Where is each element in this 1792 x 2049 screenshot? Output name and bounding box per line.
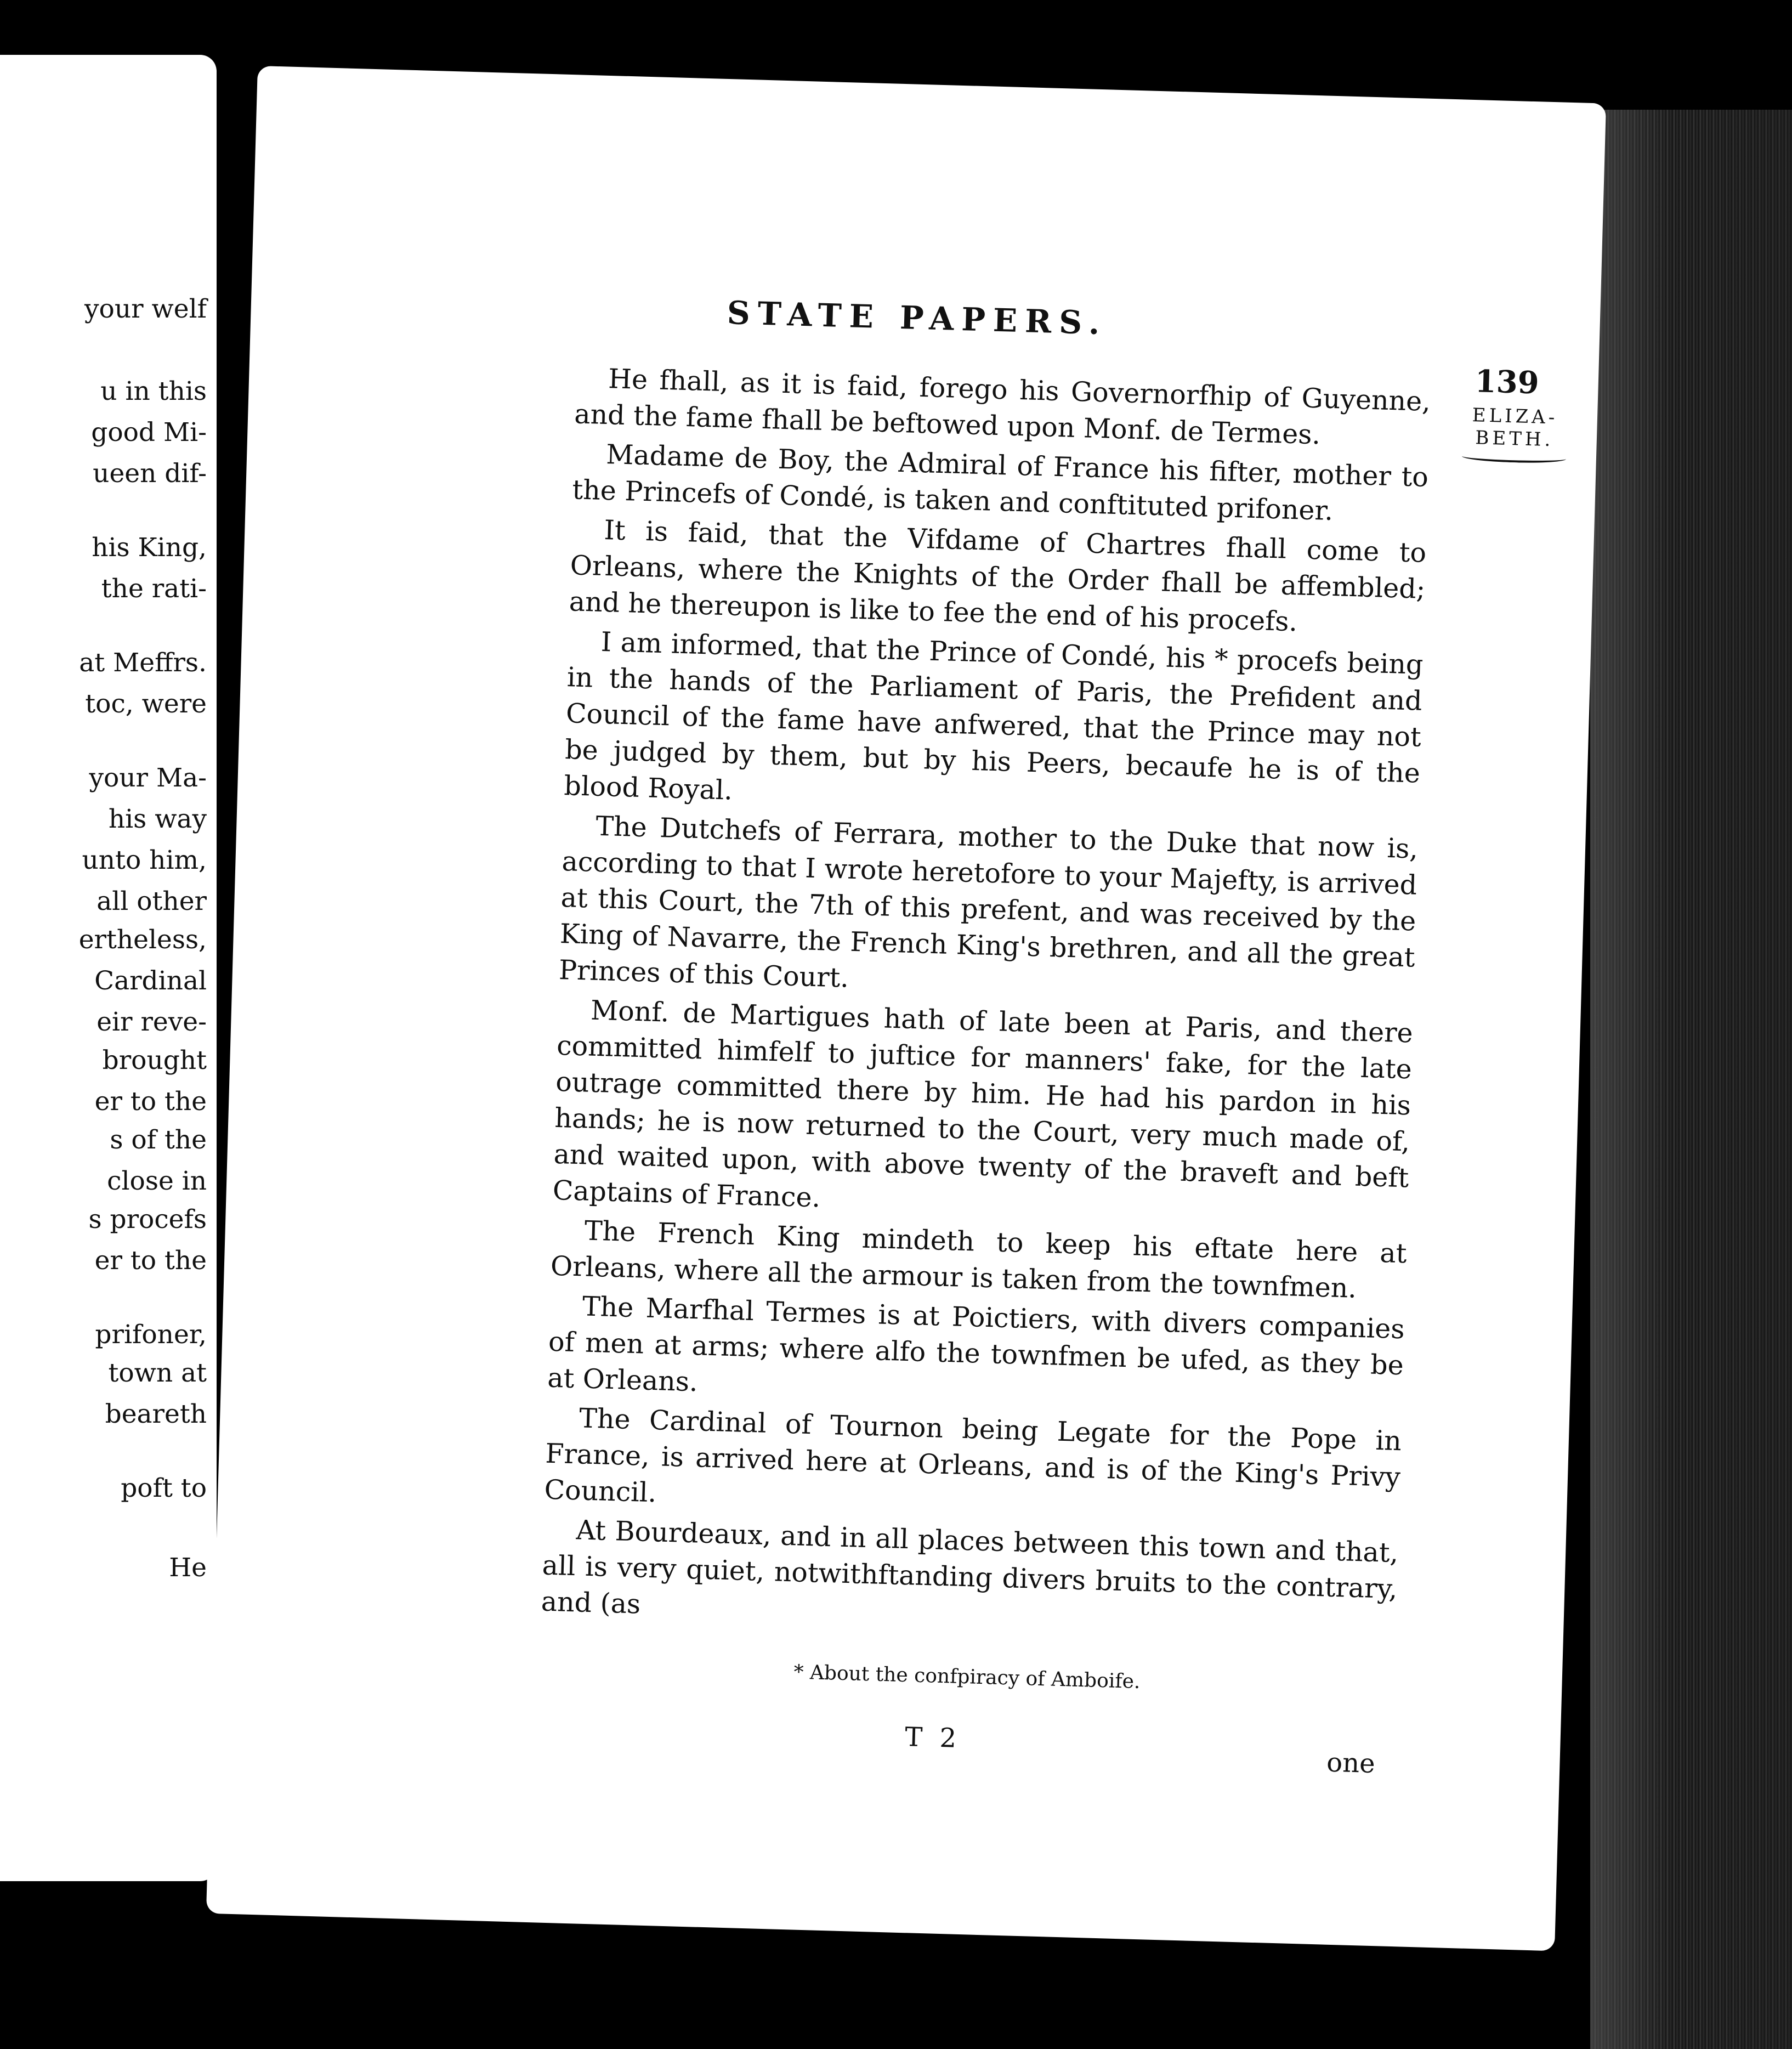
paragraph: Monf. de Martigues hath of late been at Paris, and there committed himfelf to juftice for manners' fake, for the late outrage committed there by him. He had his pardon in his hands; he is now returned to the Court, very much made of, and waited upon, with above twenty of the braveft and beft Captains of France. [552,994,1414,1214]
left-page-line: unto him, [82,845,207,875]
paragraph: The French King mindeth to keep his eftate here at Orleans, where all the armour is taken from the townfmen. [550,1215,1408,1304]
left-page-line: s procefs [88,1204,207,1235]
paragraph: He fhall, as it is faid, forego his Governorfhip of Guyenne, and the fame fhall be beftowed upon Monf. de Termes. [574,363,1431,451]
left-page-line: u in this [100,376,207,406]
margin-note-line-2: BETH. [1475,427,1554,451]
running-head: STATE PAPERS. [726,294,1108,342]
left-page-line: He [169,1553,207,1583]
left-page-line: your welf [84,294,207,324]
left-page-line: s of the [110,1125,207,1155]
left-page-line: ueen dif- [93,459,207,489]
left-page-line: toc, were [85,689,207,719]
left-page-line: brought [102,1045,207,1076]
left-page-line: his way [108,804,207,834]
left-page-line: Cardinal [94,966,207,996]
left-page-line: eir reve- [97,1007,207,1037]
right-page [206,66,1606,1951]
paragraph: Madame de Boy, the Admiral of France his fifter, mother to the Princefs of Condé, is taken and conftituted prifoner. [571,439,1429,527]
left-page-line: the rati- [101,574,207,604]
left-page-line: town at [108,1358,207,1388]
left-page-line: ertheless, [78,925,207,955]
margin-note-line-1: ELIZA- [1472,404,1558,429]
page-number: 139 [1474,363,1540,401]
left-page-line: prifoner, [95,1320,207,1350]
left-page-line: er to the [94,1086,207,1117]
body-text [541,360,1431,1647]
left-page-line: at Meffrs. [79,648,207,678]
paragraph: At Bourdeaux, and in all places between this town and that, all is very quiet, notwithftanding divers bruits to the contrary, and (as [541,1514,1399,1620]
left-facing-page [0,55,217,1881]
left-page-line: close in [107,1166,207,1196]
paragraph: The Cardinal of Tournon being Legate for the Pope in France, is arrived here at Orleans, and is of the King's Privy Council. [543,1402,1402,1509]
page-edge-stack [1590,110,1792,2049]
left-page-line: poft to [121,1473,207,1503]
left-page-line: beareth [105,1399,207,1429]
left-page-line: your Ma- [89,763,207,793]
paragraph: It is faid, that the Vifdame of Chartres fhall come to Orleans, where the Knights of the Order fhall be affembled; and he thereupon is like to fee the end of his procefs. [569,514,1427,638]
footnote: * About the confpiracy of Amboife. [793,1661,1141,1694]
left-page-line: good Mi- [91,417,207,448]
signature-mark: T 2 [904,1722,961,1754]
left-page-line: his King, [92,533,207,563]
left-page-line: er to the [94,1246,207,1276]
left-page-line: all other [97,886,207,916]
brace-icon [1462,451,1566,463]
margin-note [1454,404,1576,464]
catchword: one [1326,1747,1376,1780]
paragraph: The Marfhal Termes is at Poictiers, with divers companies of men at arms; where alfo the townfmen be ufed, as they be at Orleans. [547,1290,1405,1398]
paragraph: I am informed, that the Prince of Condé, his * procefs being in the hands of the Parliament of Paris, the Prefident and Council of the fame have anfwered, that the Prince may not be judged by them, but by his Peers, becaufe he is of the blood Royal. [563,626,1424,806]
paragraph: The Dutchefs of Ferrara, mother to the Duke that now is, according to that I wrote heretofore to your Majefty, is arrived at this Court, the 7th of this prefent, and was received by the King of Navarre, the French King's brethren, and all the great Princes of this Court. [558,810,1419,994]
